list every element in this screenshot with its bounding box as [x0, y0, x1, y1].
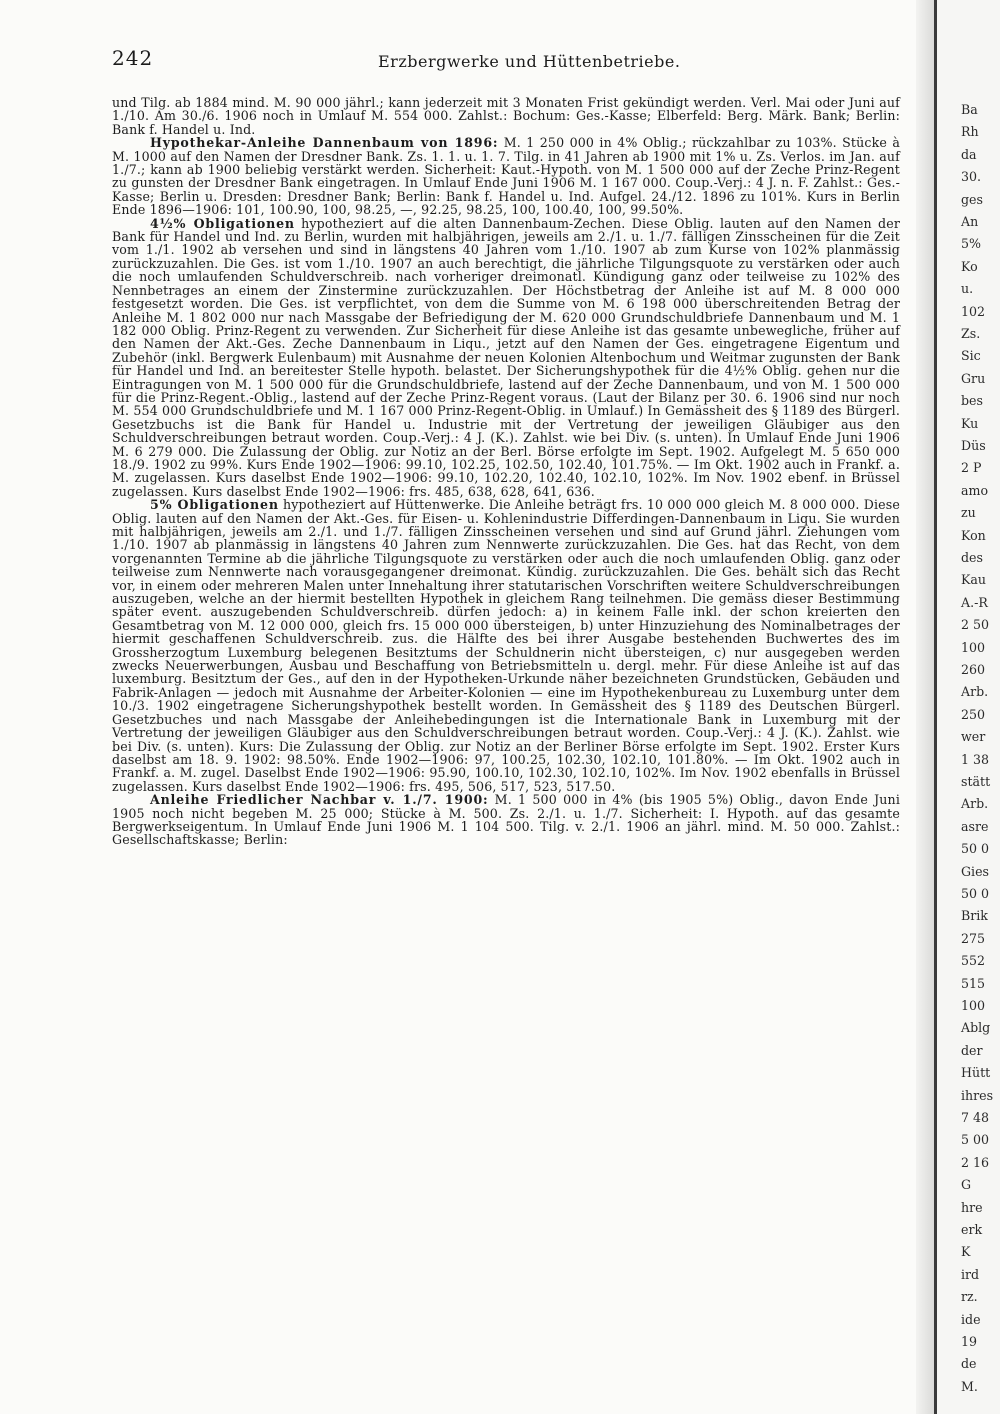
- adjacent-page-fragment: hre: [961, 1199, 983, 1215]
- adjacent-page-fragment: 100: [961, 639, 986, 655]
- adjacent-page-fragment: 2 50: [961, 617, 990, 633]
- adjacent-page-fragment: A.-R: [961, 594, 988, 610]
- adjacent-page-fragment: asre: [961, 818, 989, 834]
- adjacent-page-fragment: 552: [961, 953, 986, 969]
- adjacent-page-fragment: Arb.: [961, 796, 989, 812]
- adjacent-page-fragment: 5%: [961, 236, 981, 252]
- adjacent-page-fragment: stätt: [961, 774, 991, 789]
- paragraph-continuation: und Tilg. ab 1884 mind. M. 90 000 jährl.; kann jederzeit mit 3 Monaten Frist gekündigt werden. Verl. Mai oder Juni auf 1./10. Am 30./6. 1906 noch in Umlauf M. 554 000. Zahlst.: Bochum: Ges.-Kasse; Elberfeld: Berg. Märk. Bank; Berlin: Bank f. Handel u. Ind.: [112, 95, 900, 137]
- adjacent-page-fragment: Ba: [961, 102, 978, 117]
- paragraph-hypothekar-anleihe: [112, 136, 900, 216]
- adjacent-page-fragment: 275: [961, 930, 986, 946]
- section-heading: 5% Obligationen: [150, 497, 279, 513]
- adjacent-page-fragment: amo: [961, 482, 989, 498]
- adjacent-page-fragment: Kon: [961, 527, 986, 543]
- adjacent-page-fragment: Arb.: [961, 684, 989, 700]
- paragraph-anleihe-friedlicher-nachbar: [112, 793, 900, 847]
- adjacent-page-fragment: des: [961, 550, 983, 565]
- page-number: 242: [112, 46, 154, 70]
- adjacent-page-fragment: Kau: [961, 572, 987, 588]
- adjacent-page-fragment: Gru: [961, 370, 986, 386]
- adjacent-page-fragment: 7 48: [961, 1110, 990, 1125]
- adjacent-page-fragment: ide: [961, 1311, 981, 1327]
- section-heading: 4½% Obligationen: [150, 215, 295, 231]
- adjacent-page-fragment: wer: [961, 729, 986, 745]
- adjacent-page-fragment: 100: [961, 998, 986, 1013]
- adjacent-page-fragment: 102: [961, 303, 986, 319]
- adjacent-page-fragment: Düs: [961, 438, 986, 453]
- adjacent-page-fragment: G: [961, 1177, 972, 1193]
- paragraph-text: M. 1 500 000 in 4% (bis 1905 5%) Oblig., davon Ende Juni 1905 noch nicht begeben M. 25 000; Stücke à M. 500. Zs. 2./1. u. 1./7. Sicherheit: I. Hypoth. auf das gesamte Bergwerkseigentum. In Umlauf Ende Juni 1906 M. 1 104 500. Tilg. v. 2./1. 1906 an jährl. mind. M. 50 000. Zahlst.: Gesellschaftskasse; Berlin:: [112, 792, 900, 848]
- adjacent-page-fragment: de: [961, 1356, 977, 1372]
- adjacent-page-fragment: 5 00: [961, 1132, 990, 1148]
- adjacent-page-fragment: Hütt: [961, 1065, 991, 1081]
- adjacent-page-fragment: 2 16: [961, 1154, 990, 1170]
- paragraph-5-percent-obligationen: [112, 498, 900, 793]
- adjacent-page-fragment: 30.: [961, 169, 982, 185]
- adjacent-page-fragment: u.: [961, 281, 974, 297]
- adjacent-page-fragment: Sic: [961, 348, 981, 364]
- adjacent-page-fragment: 2 P: [961, 460, 982, 476]
- adjacent-page-fragment: M.: [961, 1378, 978, 1394]
- book-gutter: [916, 0, 936, 1414]
- adjacent-page-fragment: 1 38: [961, 751, 990, 767]
- adjacent-page-fragment: Gies: [961, 863, 990, 879]
- section-heading: Anleihe Friedlicher Nachbar v. 1./7. 1900:: [150, 792, 489, 808]
- paragraph-text: hypotheziert auf Hüttenwerke. Die Anleihe beträgt frs. 10 000 000 gleich M. 8 000 000. Diese Oblig. lauten auf den Namen der Akt.-Ges. für Eisen- u. Kohlenindustrie Differdingen-Dannenbaum in Liqu. Sie wurden mit halbjährigen, jeweils am 2./1. und 1./7. fälligen Zinsscheinen versehen und sind auf Grund jährl. Ziehungen vom 1./10. 1907 ab planmässig in längstens 40 Jahren zum Nennwerte zurückzuzahlen. Die Ges. hat das Recht, von dem vorgenannten Termine ab die jährliche Tilgungsquote zu verstärken oder auch die noch umlaufenden Oblig. ganz oder teilweise zum Nennwerte nach vorausgegangener dreimonat. Kündig. zurückzuzahlen. Die Ges. behält sich das Recht vor, in einem oder mehreren Malen unter Innehaltung ihrer statutarischen Vorschriften weitere Schuldverschreibungen auszugeben, welche an der hiermit bestellten Hypothek in gleichem Rang teilnehmen. Die gemäss dieser Bestimmung später event. auszugebenden Schuldverschreib. dürfen jedoch: a) in keinem Falle inkl. der schon kreierten den Gesamtbetrag von M. 12 000 000, gleich frs. 15 000 000 übersteigen, b) unter Hinzuziehung des Nominalbetrages der hiermit geschaffenen Schuldverschreib. zus. die Hälfte des bei ihrer Ausgabe bestehenden Buchwertes des im Grossherzogtum Luxemburg belegenen Besitztums der Schuldnerin nicht übersteigen, c) nur ausgegeben werden zwecks Neuerwerbungen, Ausbau und Beschaffung von Betriebsmitteln u. dergl. mehr. Für diese Anleihe ist auf das luxemburg. Besitztum der Ges., auf den in der Hypotheken-Urkunde näher bezeichneten Grundstücken, Gebäuden und Fabrik-Anlagen — jedoch mit Ausnahme der Arbeiter-Kolonien — eine im Hypothekenbureau zu Luxemburg unter dem 10./3. 1902 eingetragene Sicherungshypothek bestellt worden. In Gemässheit des § 1189 des Deutschen Bürgerl. Gesetzbuches und nach Massgabe der Anleihebedingungen ist die Internationale Bank in Luxemburg mit der Vertretung der jeweiligen Gläubiger aus den Schuldverschreibungen betraut worden. Coup.-Verj.: 4 J. (K.). Zahlst. wie bei Div. (s. unten). Kurs: Die Zulassung der Oblig. zur Notiz an der Berliner Börse erfolgte im Sept. 1902. Erster Kurs daselbst am 18. 9. 1902: 98.50%. Ende 1902—1906: 97, 100.25, 102.30, 102.10, 101.80%. — Im Okt. 1902 auch in Frankf. a. M. zugel. Daselbst Ende 1902—1906: 95.90, 100.10, 102.30, 102.10, 102%. Im Nov. 1902 ebenfalls in Brüssel zugelassen. Kurs daselbst Ende 1902—1906: frs. 495, 506, 517, 523, 517.50.: [112, 497, 900, 794]
- adjacent-page-fragment: erk: [961, 1222, 983, 1237]
- adjacent-page-fragment: da: [961, 146, 977, 162]
- paragraph-text: M. 1 250 000 in 4% Oblig.; rückzahlbar zu 103%. Stücke à M. 1000 auf den Namen der Dresdner Bank. Zs. 1. 1. u. 1. 7. Tilg. in 41 Jahren ab 1900 mit 1% u. Zs. Verlos. im Jan. auf 1./7.; kann ab 1900 beliebig verstärkt werden. Sicherheit: Kaut.-Hypoth. von M. 1 500 000 auf der Zeche Prinz-Regent zu gunsten der Dresdner Bank eingetragen. In Umlauf Ende Juni 1906 M. 1 167 000. Coup.-Verj.: 4 J. n. F. Zahlst.: Ges.-Kasse; Berlin u. Dresden: Dresdner Bank; Berlin: Bank f. Handel u. Ind. Aufgel. 24./12. 1896 zu 101%. Kurs in Berlin Ende 1896—1906: 101, 100.90, 100, 98.25, —, 92.25, 98.25, 100, 100.40, 100, 99.50%.: [112, 135, 900, 218]
- adjacent-page-fragment: zu: [961, 505, 976, 521]
- adjacent-page-fragment: 250: [961, 706, 986, 722]
- adjacent-page-fragment: Rh: [961, 124, 979, 140]
- adjacent-page-fragment: 50 0: [961, 841, 990, 857]
- paragraph-4-5-percent-obligationen: [112, 217, 900, 499]
- adjacent-page-fragment: der: [961, 1042, 983, 1058]
- adjacent-page-fragment: rz.: [961, 1289, 978, 1305]
- adjacent-page-fragment: Ko: [961, 258, 978, 274]
- adjacent-page-fragment: An: [961, 214, 979, 229]
- adjacent-page-fragment: Ablg: [961, 1020, 991, 1036]
- section-heading: Hypothekar-Anleihe Dannenbaum von 1896:: [150, 135, 499, 151]
- adjacent-page-fragment: 515: [961, 975, 986, 991]
- body-text: [112, 96, 900, 847]
- adjacent-page-fragment: 19: [961, 1334, 978, 1349]
- adjacent-page-fragment: K: [961, 1244, 971, 1260]
- adjacent-page-fragment: ges: [961, 191, 983, 207]
- adjacent-page-fragment: ird: [961, 1266, 980, 1282]
- paragraph-text: hypotheziert auf die alten Dannenbaum-Zechen. Diese Oblig. lauten auf den Namen der Bank für Handel und Ind. zu Berlin, wurden mit halbjährigen, jeweils am 2./1. u. 1./7. fälligen Zinsscheinen für die Zeit vom 1./1. 1902 ab versehen und sind in längstens 40 Jahren vom 1./10. 1907 ab zum Kurse von 102% planmässig zurückzuzahlen. Die Ges. ist vom 1./10. 1907 an auch berechtigt, die jährliche Tilgungsquote zu verstärken oder auch die noch umlaufenden Schuldverschreib. nach vorheriger dreimonatl. Kündigung ganz oder teilweise zu 102% des Nennbetrages an einem der Zinstermine zurückzuzahlen. Der Höchstbetrag der Anleihe ist auf M. 8 000 000 festgesetzt worden. Die Ges. ist verpflichtet, von dem die Summe von M. 6 198 000 überschreitenden Betrag der Anleihe M. 1 802 000 nur nach Massgabe der Befriedigung der M. 620 000 Grundschuldbriefe Dannenbaum und M. 1 182 000 Oblig. Prinz-Regent zu verwenden. Zur Sicherheit für diese Anleihe ist das gesamte unbewegliche, früher auf den Namen der Akt.-Ges. Zeche Dannenbaum in Liqu., jetzt auf den Namen der Ges. eingetragene Eigentum und Zubehör (inkl. Bergwerk Eulenbaum) mit Ausnahme der neuen Kolonien Altenbochum und Weitmar zugunsten der Bank für Handel und Ind. an bereitester Stelle hypoth. belastet. Der Sicherungshypothek für die 4½% Oblig. gehen nur die Eintragungen von M. 1 500 000 für die Grundschuldbriefe, lastend auf der Zeche Dannenbaum, und von M. 1 500 000 für die Prinz-Regent.-Oblig., lastend auf der Zeche Prinz-Regent voraus. (Laut der Bilanz per 30. 6. 1906 sind nur noch M. 554 000 Grundschuldbriefe und M. 1 167 000 Prinz-Regent-Oblig. in Umlauf.) In Gemässheit des § 1189 des Bürgerl. Gesetzbuchs ist die Bank für Handel u. Industrie mit der Vertretung der jeweiligen Gläubiger aus den Schuldverschreibungen betraut worden. Coup.-Verj.: 4 J. (K.). Zahlst. wie bei Div. (s. unten). In Umlauf Ende Juni 1906 M. 6 279 000. Die Zulassung der Oblig. zur Notiz an der Berl. Börse erfolgte im Sept. 1902. Aufgelegt M. 5 650 000 18./9. 1902 zu 99%. Kurs Ende 1902—1906: 99.10, 102.25, 102.50, 102.40, 101.75%. — Im Okt. 1902 auch in Frankf. a. M. zugelassen. Kurs daselbst Ende 1902—1906: 99.10, 102.20, 102.40, 102.10, 102%. Im Nov. 1902 ebenf. in Brüssel zugelassen. Kurs daselbst Ende 1902—1906: frs. 485, 638, 628, 641, 636.: [112, 215, 900, 499]
- adjacent-page-fragment: 50 0: [961, 886, 990, 901]
- adjacent-page-fragment: Ku: [961, 415, 979, 431]
- adjacent-page-fragment: Brik: [961, 908, 988, 924]
- running-title: Erzbergwerke und Hüttenbetriebe.: [378, 52, 681, 71]
- adjacent-page-fragment: ihres: [961, 1087, 994, 1103]
- adjacent-page-fragment: 260: [961, 662, 986, 677]
- adjacent-page-fragment: Zs.: [961, 326, 981, 341]
- adjacent-page-edge: [937, 0, 1000, 1414]
- adjacent-page-fragment: bes: [961, 393, 983, 409]
